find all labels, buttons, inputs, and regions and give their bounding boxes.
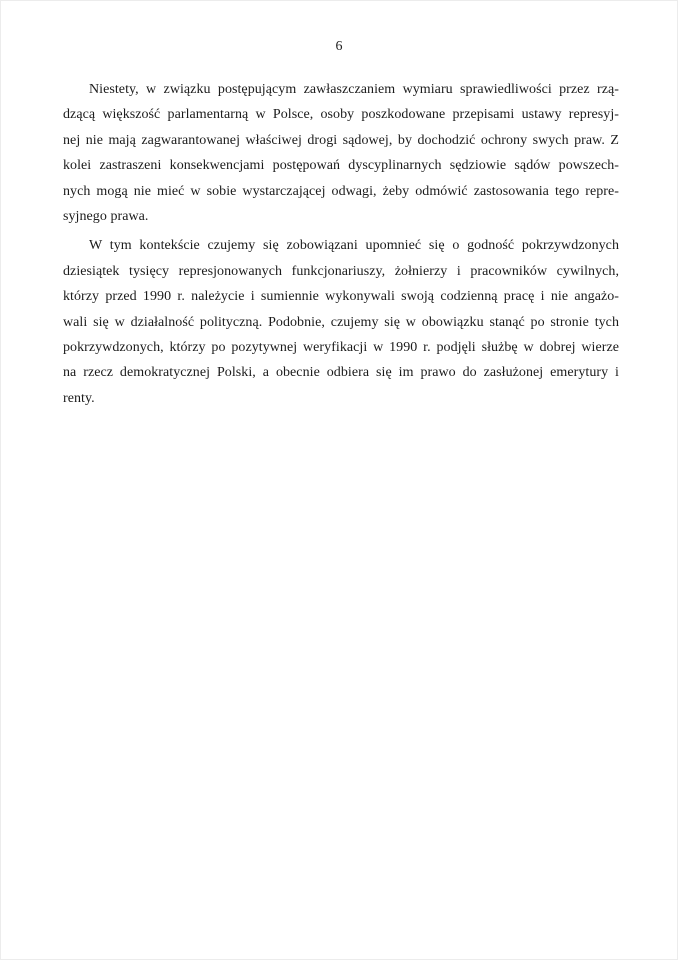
text-line: syjnego prawa.	[63, 208, 149, 224]
text-line: pokrzywdzonych, którzy po pozytywnej weryfikacji w 1990 r. podjęli służbę w dobrej wierze	[63, 339, 619, 355]
page-number: 6	[335, 39, 343, 54]
text-line: Niestety, w związku postępującym zawłaszczaniem wymiaru sprawiedliwości przez rzą-	[89, 82, 619, 97]
text-line: wali się w działalność polityczną. Podobnie, czujemy się w obowiązku stanąć po stronie tych	[63, 314, 619, 330]
text-block	[63, 77, 619, 411]
text-line: dziesiątek tysięcy represjonowanych funkcjonariuszy, żołnierzy i pracowników cywilnych,	[63, 263, 619, 279]
text-line: nych mogą nie mieć w sobie wystarczającej odwagi, żeby odmówić zastosowania tego repre-	[63, 183, 619, 199]
text-line: W tym kontekście czujemy się zobowiązani upomnieć się o godność pokrzywdzonych	[89, 238, 619, 254]
text-line: dzącą większość parlamentarną w Polsce, osoby poszkodowane przepisami ustawy represyj-	[63, 107, 619, 123]
text-line: kolei zastraszeni konsekwencjami postępowań dyscyplinarnych sędziowie sądów powszech-	[63, 158, 619, 174]
paragraph-1	[63, 77, 619, 229]
text-line: nej nie mają zagwarantowanej właściwej drogi sądowej, by dochodzić ochrony swych praw. Z	[63, 132, 619, 148]
text-line: renty.	[63, 390, 95, 406]
paragraph-2	[63, 233, 619, 411]
text-line: którzy przed 1990 r. należycie i sumiennie wykonywali swoją codzienną pracę i nie angażo-	[63, 289, 619, 305]
text-line: na rzecz demokratycznej Polski, a obecnie odbiera się im prawo do zasłużonej emerytury i	[63, 365, 619, 381]
